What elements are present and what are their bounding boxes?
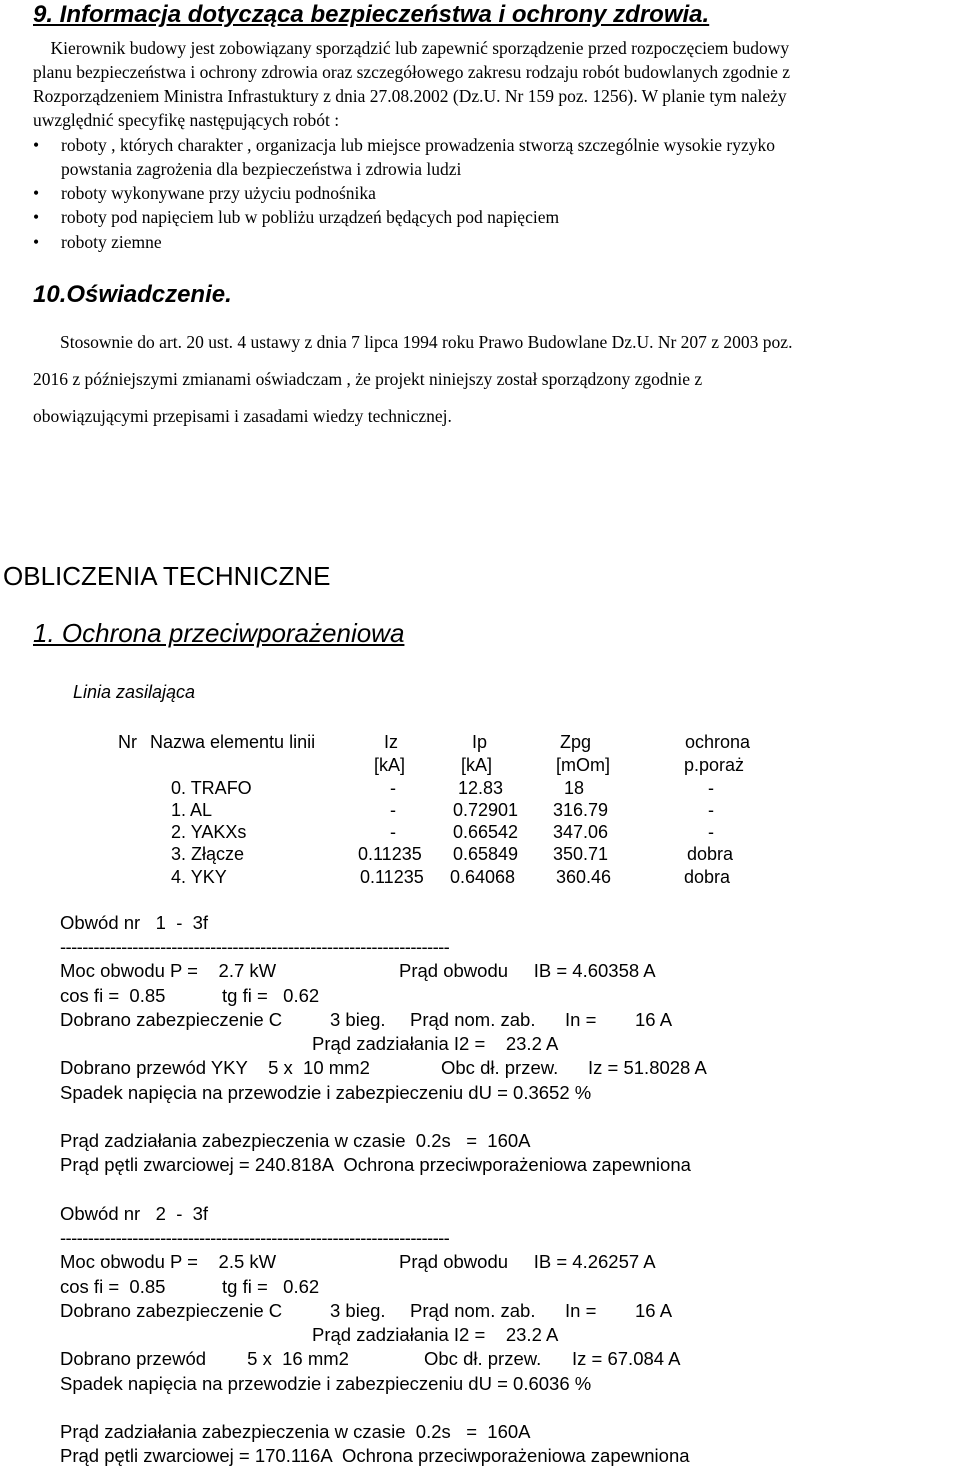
section-9-title: 9. Informacja dotycząca bezpieczeństwa i ochrony zdrowia. (33, 1, 710, 28)
col-header-iz: Iz (384, 732, 399, 752)
col-header-ip: Ip (472, 732, 488, 752)
statement-line: 2016 z późniejszymi zmianami oświadczam , że projekt niniejszy został sporządzony zgodnie z (33, 369, 703, 389)
unit-ip: [kA] (461, 755, 493, 775)
unit-zpg: [mOm] (556, 755, 610, 775)
bullet-icon: • (33, 183, 40, 203)
bullet-icon: • (33, 135, 40, 155)
list-item-continuation: powstania zagrożenia dla bezpieczeństwa i zdrowia ludzi (61, 159, 462, 179)
unit-iz: [kA] (374, 755, 406, 775)
list-item: • roboty ziemne (33, 232, 162, 252)
para-line: planu bezpieczeństwa i ochrony zdrowia oraz szczegółowego zakresu rodzaju robót budowlanych zgodnie z (33, 62, 791, 82)
bullet-icon: • (33, 207, 40, 227)
list-item: • roboty pod napięciem lub w pobliżu urządzeń będących pod napięciem (33, 207, 560, 227)
section-10-title: 10.Oświadczenie. (33, 281, 232, 308)
para-line: Kierownik budowy jest zobowiązany sporządzić lub zapewnić sporządzenie przed rozpoczęciem budowy (33, 38, 790, 58)
unit-protection: p.poraż (684, 755, 745, 775)
bullet-icon: • (33, 232, 40, 252)
list-item: • roboty wykonywane przy użyciu podnośnika (33, 183, 376, 203)
col-header-name: Nazwa elementu linii (150, 732, 316, 752)
col-header-nr: Nr (118, 732, 137, 752)
circuit-title: Obwód nr 2 - 3f (60, 1203, 209, 1224)
calc-subtitle: 1. Ochrona przeciwporażeniowa (33, 618, 405, 648)
list-item: • roboty , których charakter , organizacja lub miejsce prowadzenia stworzą szczególnie wysokie ryzyko (33, 135, 775, 155)
statement-line: obowiązującymi przepisami i zasadami wiedzy technicznej. (33, 406, 452, 426)
statement-line: Stosownie do art. 20 ust. 4 ustawy z dnia 7 lipca 1994 roku Prawo Budowlane Dz.U. Nr 207 z 2003 poz. (60, 332, 793, 352)
col-header-protection: ochrona (685, 732, 751, 752)
para-line: uwzględnić specyfikę następujących robót : (33, 110, 340, 130)
circuit-rule: ---------------------------------------------------------------------- (60, 1227, 450, 1248)
col-header-zpg: Zpg (560, 732, 592, 752)
calc-title: OBLICZENIA TECHNICZNE (3, 561, 331, 591)
circuit-title: Obwód nr 1 - 3f (60, 912, 209, 933)
circuit-rule: ---------------------------------------------------------------------- (60, 936, 450, 957)
para-line: Rozporządzeniem Ministra Infrastuktury z dnia 27.08.2002 (Dz.U. Nr 159 poz. 1256). W planie tym należy (33, 86, 787, 106)
supply-line-label: Linia zasilająca (73, 682, 196, 702)
